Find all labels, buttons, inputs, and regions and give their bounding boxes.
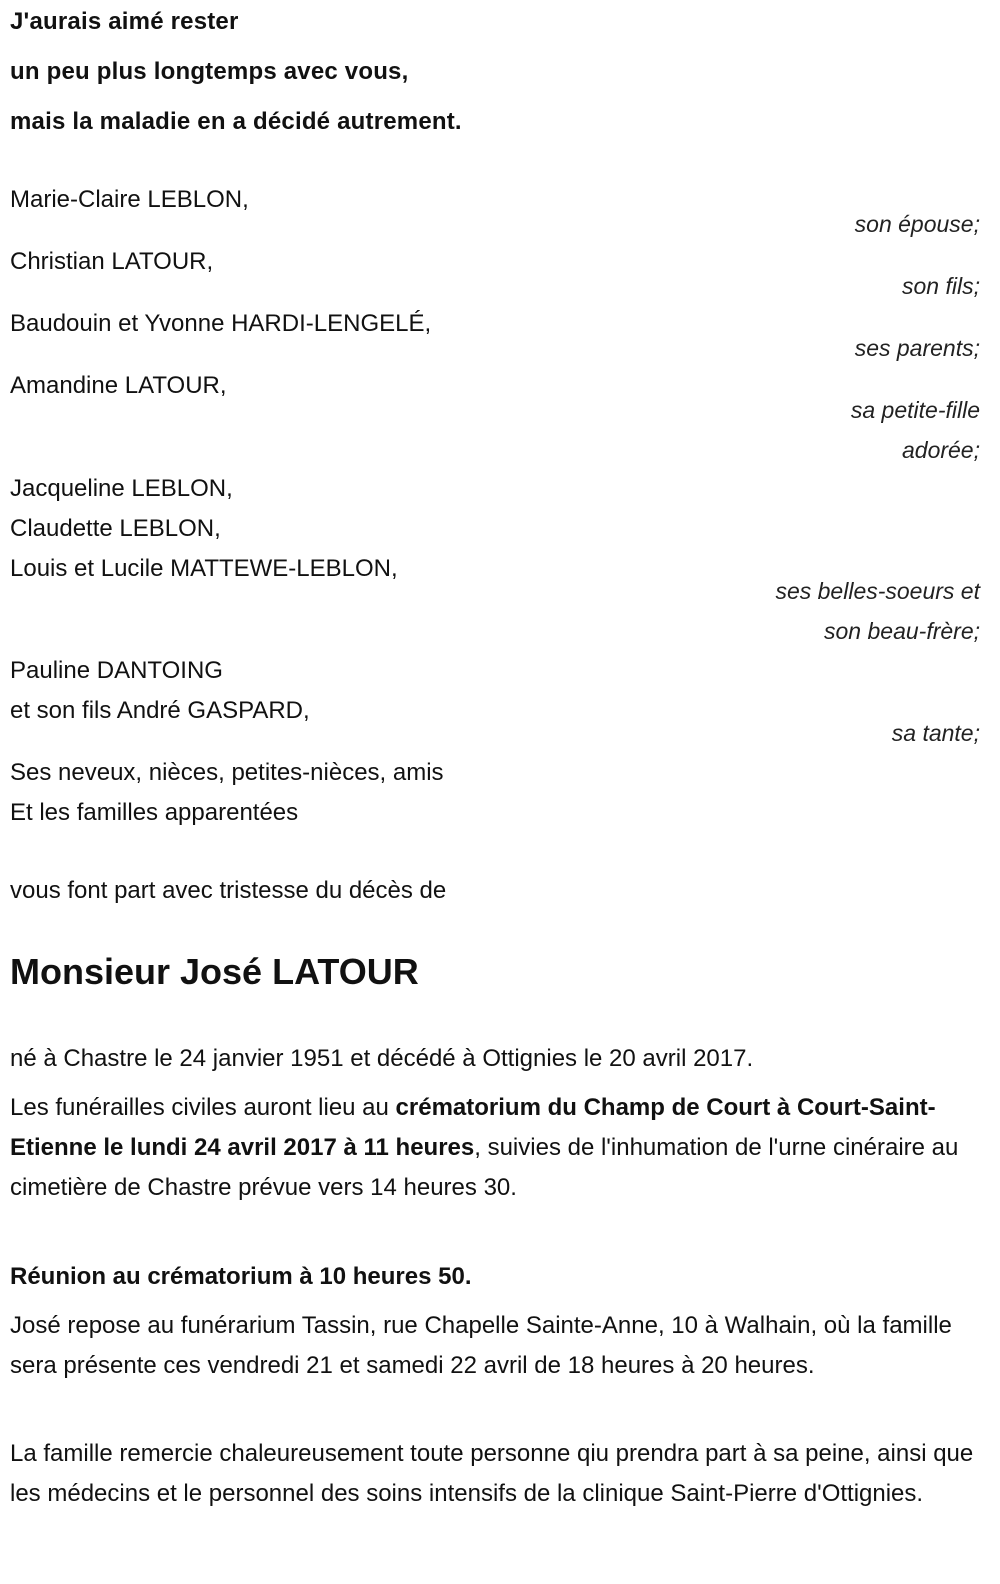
family-name: Marie-Claire LEBLON, (10, 186, 249, 213)
family-name: Claudette LEBLON, (10, 515, 221, 542)
family-role: ses parents; (854, 335, 980, 361)
family-role: son épouse; (854, 211, 980, 237)
family-role: ses belles-soeurs et (775, 578, 980, 604)
announcement: vous font part avec tristesse du décès de (10, 877, 447, 904)
family-name: Louis et Lucile MATTEWE-LEBLON, (10, 555, 398, 582)
others-line: Ses neveux, nièces, petites-nièces, amis (10, 759, 444, 786)
funeral-paragraph (10, 1088, 985, 1208)
birth-paragraph: né à Chastre le 24 janvier 1951 et décédé à Ottignies le 20 avril 2017. (10, 1045, 754, 1072)
meeting-paragraph: Réunion au crématorium à 10 heures 50. (10, 1263, 472, 1290)
funeral-text-continued: , suivies de l'inhumation de l'urne cinéraire au cimetière de Chastre prévue vers 14 heures 30. (10, 1134, 959, 1201)
family-name: et son fils André GASPARD, (10, 697, 310, 724)
poem-line-2: un peu plus longtemps avec vous, (10, 58, 409, 85)
poem-line-1: J'aurais aimé rester (10, 8, 239, 35)
family-name: Jacqueline LEBLON, (10, 475, 233, 502)
funeral-text: Les funérailles civiles auront lieu au (10, 1094, 396, 1121)
family-role: sa petite-fille (850, 397, 980, 423)
others-line: Et les familles apparentées (10, 799, 299, 826)
thanks-paragraph: La famille remercie chaleureusement toute personne qiu prendra part à sa peine, ainsi que les médecins et le personnel des soins intensifs de la clinique Saint-Pierre d'Ottignies. (10, 1440, 974, 1507)
family-role: sa tante; (891, 720, 980, 746)
family-name: Amandine LATOUR, (10, 372, 227, 399)
family-name: Baudouin et Yvonne HARDI-LENGELÉ, (10, 310, 432, 337)
visitation-paragraph: José repose au funérarium Tassin, rue Chapelle Sainte-Anne, 10 à Walhain, où la famille sera présente ces vendredi 21 et samedi 22 avril de 18 heures à 20 heures. (10, 1312, 952, 1379)
deceased-name: Monsieur José LATOUR (10, 951, 419, 992)
funeral-location-time: crématorium du Champ de Court à Court-Saint-Etienne le lundi 24 avril 2017 à 11 heures (10, 1094, 936, 1161)
family-role: son fils; (902, 273, 980, 299)
family-role: son beau-frère; (824, 618, 980, 644)
family-name: Pauline DANTOING (10, 657, 223, 684)
family-role: adorée; (901, 437, 980, 463)
poem-line-3: mais la maladie en a décidé autrement. (10, 108, 462, 135)
family-name: Christian LATOUR, (10, 248, 214, 275)
